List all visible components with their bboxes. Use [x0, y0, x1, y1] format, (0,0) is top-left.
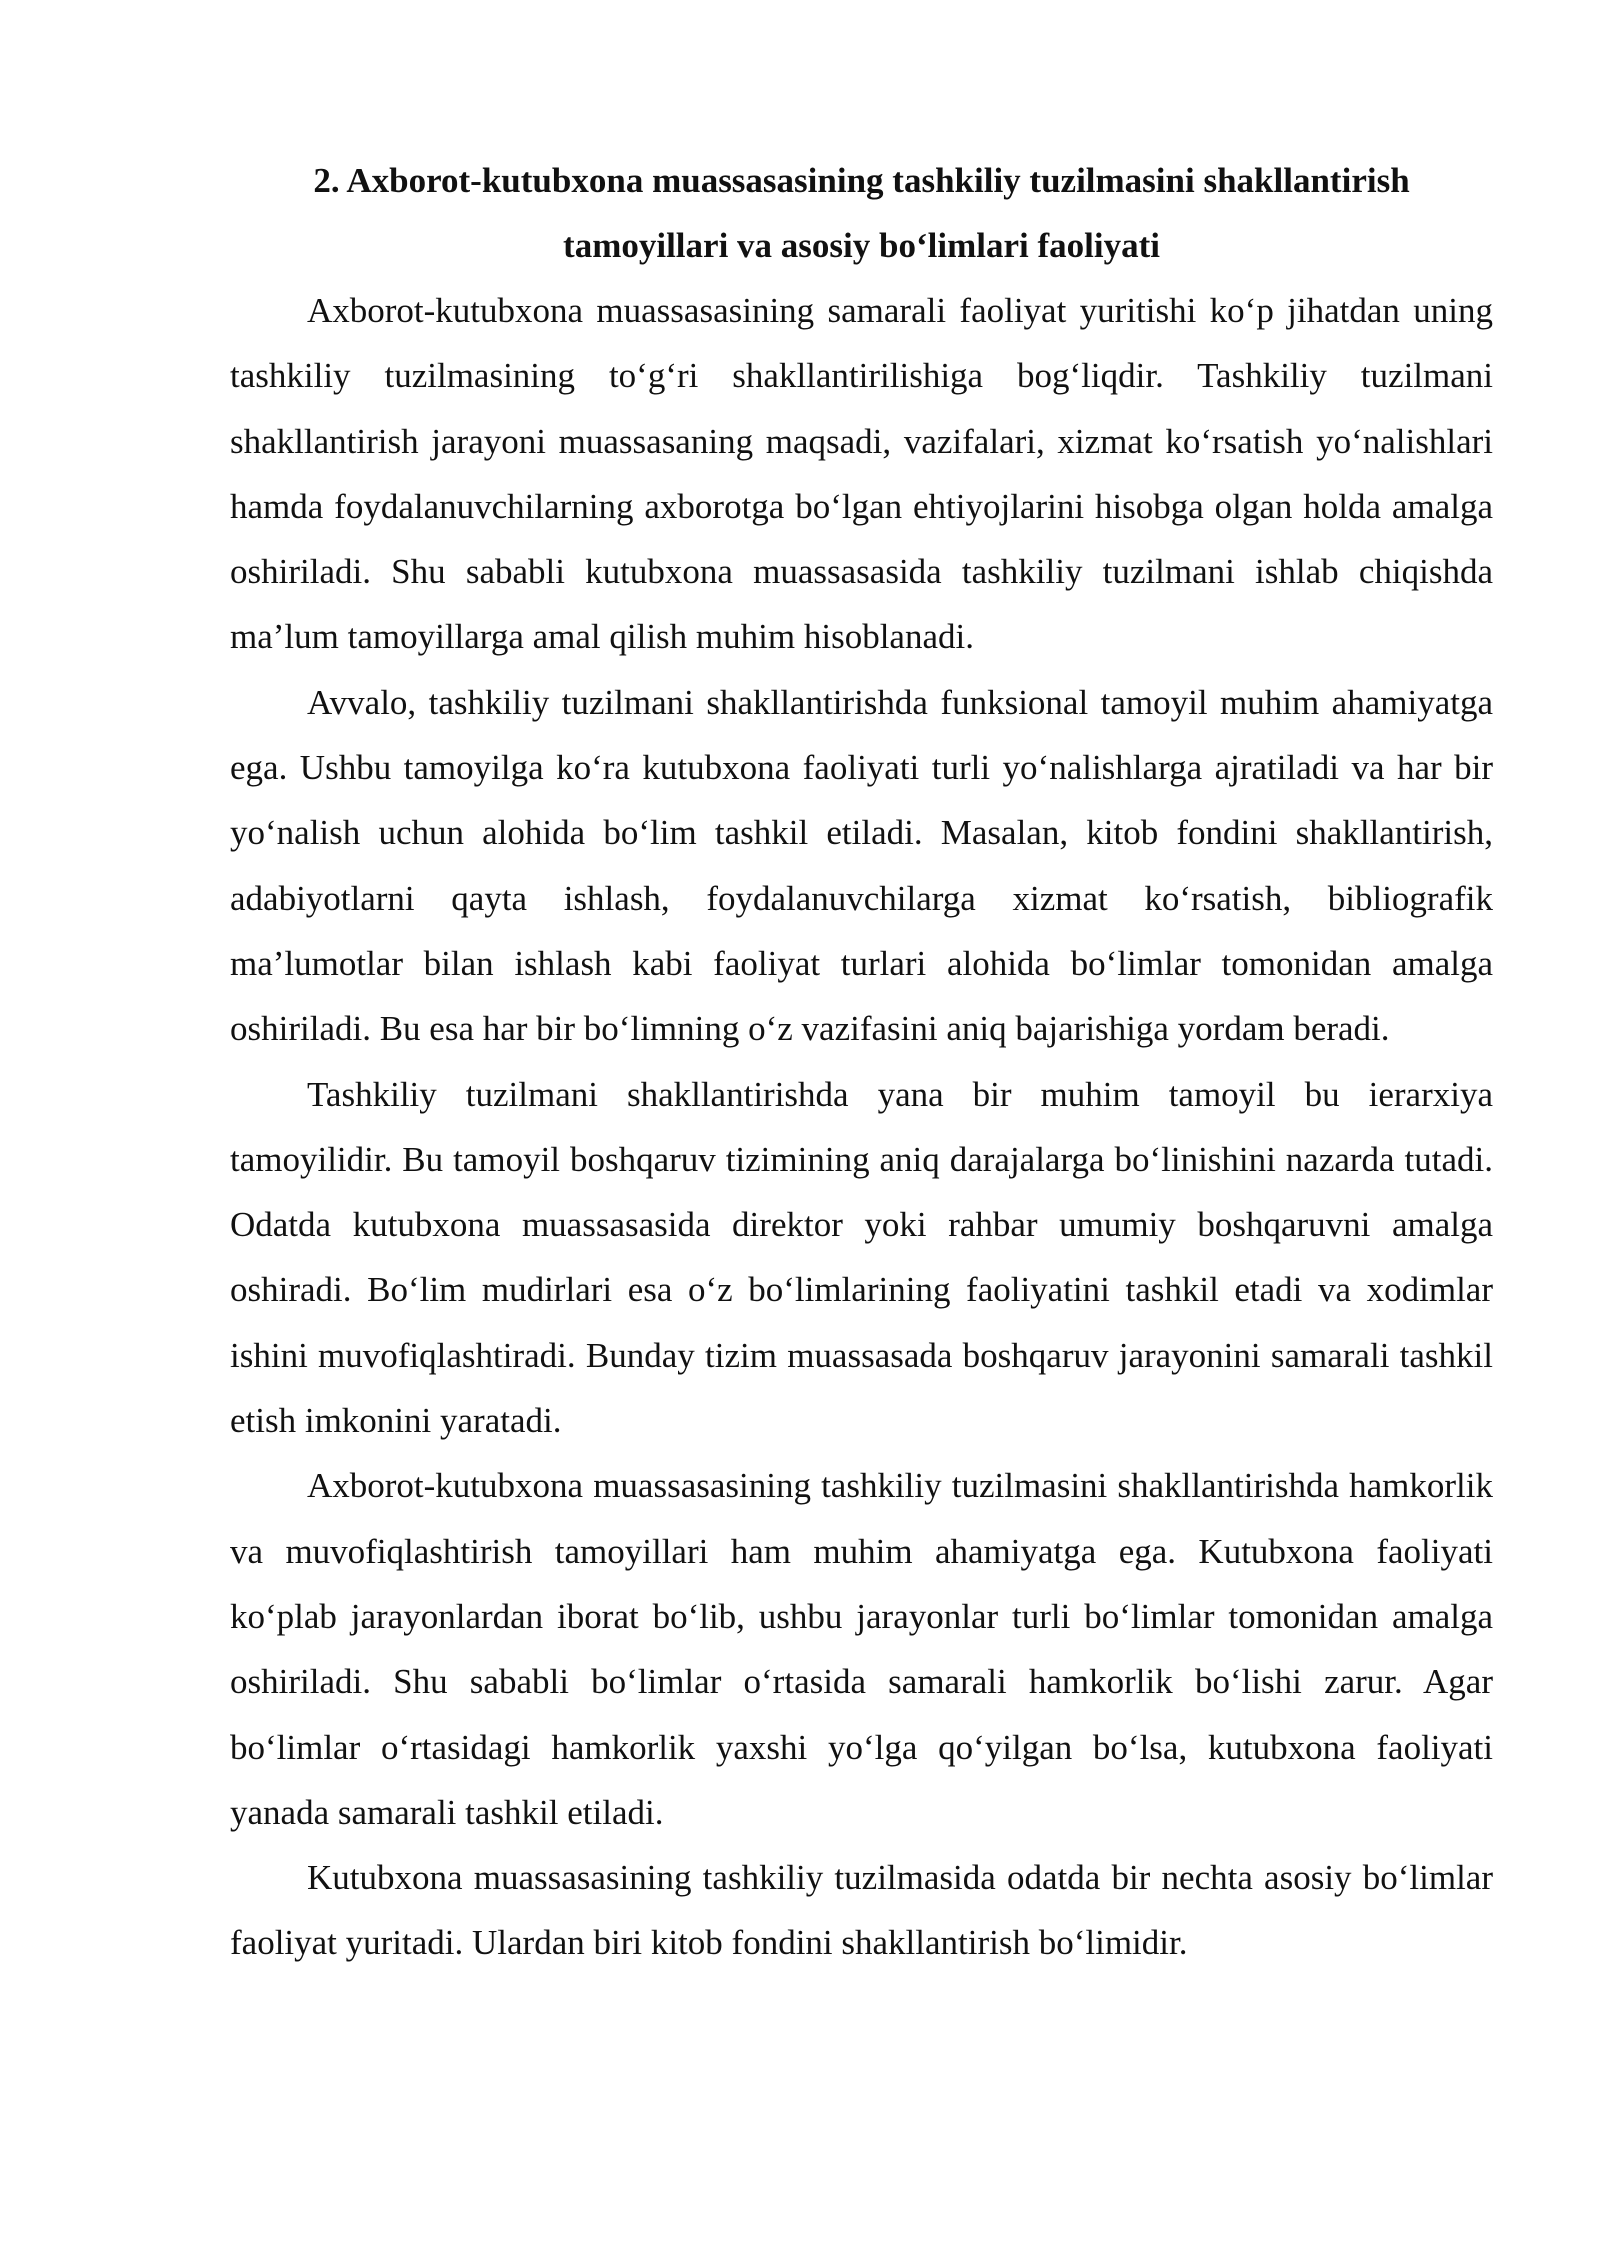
- document-body: [230, 148, 1493, 1976]
- paragraph-3: Tashkiliy tuzilmani shakllantirishda yana bir muhim tamoyil bu ierarxiya tamoyilidir. Bu tamoyil boshqaruv tizimining aniq darajalarga bo‘linishini nazarda tutadi. Odatda kutubxona muassasasida direktor yoki rahbar umumiy boshqaruvni amalga oshiradi. Bo‘lim mudirlari esa o‘z bo‘limlarining faoliyatini tashkil etadi va xodimlar ishini muvofiqlashtiradi. Bunday tizim muassasada boshqaruv jarayonini samarali tashkil etish imkonini yaratadi.: [230, 1074, 1493, 1441]
- paragraph-5: Kutubxona muassasasining tashkiliy tuzilmasida odatda bir nechta asosiy bo‘limlar faoliyat yuritadi. Ulardan biri kitob fondini shakllantirish bo‘limidir.: [230, 1858, 1493, 1963]
- paragraph-2: Avvalo, tashkiliy tuzilmani shakllantirishda funksional tamoyil muhim ahamiyatga ega. Ushbu tamoyilga ko‘ra kutubxona faoliyati turli yo‘nalishlarga ajratiladi va har bir yo‘nalish uchun alohida bo‘lim tashkil etiladi. Masalan, kitob fondini shakllantirish, adabiyotlarni qayta ishlash, foydalanuvchilarga xizmat ko‘rsatish, bibliografik ma’lumotlar bilan ishlash kabi faoliyat turlari alohida bo‘limlar tomonidan amalga oshiriladi. Bu esa har bir bo‘limning o‘z vazifasini aniq bajarishiga yordam beradi.: [230, 682, 1493, 1049]
- section-title: 2. Axborot-kutubxona muassasasining tashkiliy tuzilmasini shakllantirish tamoyillari va asosiy bo‘limlari faoliyati: [313, 161, 1410, 265]
- paragraph-1: Axborot-kutubxona muassasasining samarali faoliyat yuritishi ko‘p jihatdan uning tashkiliy tuzilmasining to‘g‘ri shakllantirilishiga bog‘liqdir. Tashkiliy tuzilmani shakllantirish jarayoni muassasaning maqsadi, vazifalari, xizmat ko‘rsatish yo‘nalishlari hamda foydalanuvchilarning axborotga bo‘lgan ehtiyojlarini hisobga olgan holda amalga oshiriladi. Shu sababli kutubxona muassasasida tashkiliy tuzilmani ishlab chiqishda ma’lum tamoyillarga amal qilish muhim hisoblanadi.: [230, 291, 1493, 657]
- paragraph-4: Axborot-kutubxona muassasasining tashkiliy tuzilmasini shakllantirishda hamkorlik va muvofiqlashtirish tamoyillari ham muhim ahamiyatga ega. Kutubxona faoliyati ko‘plab jarayonlardan iborat bo‘lib, ushbu jarayonlar turli bo‘limlar tomonidan amalga oshiriladi. Shu sababli bo‘limlar o‘rtasida samarali hamkorlik bo‘lishi zarur. Agar bo‘limlar o‘rtasidagi hamkorlik yaxshi yo‘lga qo‘yilgan bo‘lsa, kutubxona faoliyati yanada samarali tashkil etiladi.: [230, 1466, 1493, 1832]
